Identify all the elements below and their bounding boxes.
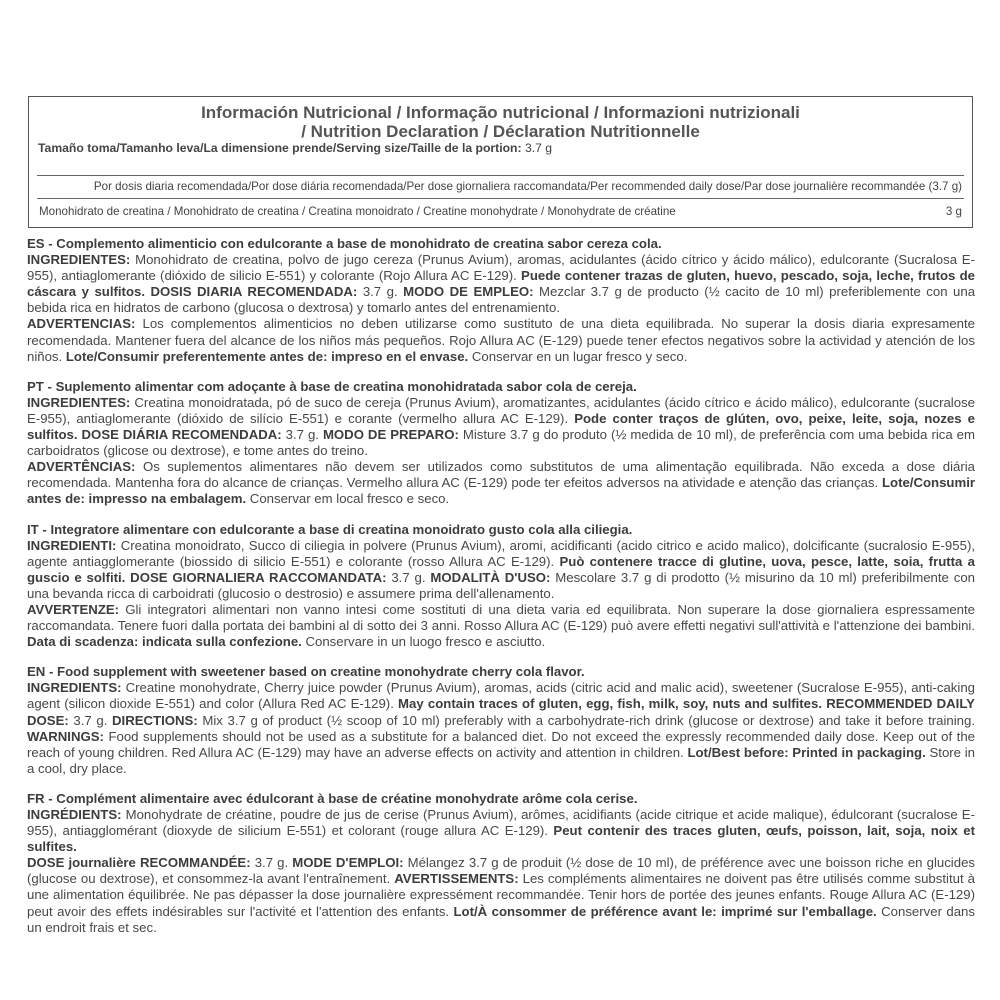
ingredients-label: INGREDIENTI: xyxy=(27,537,117,553)
section-title-text: FR - Complément alimentaire avec édulcorant à base de créatine monohydrate arôme cola cerise. xyxy=(27,790,638,806)
creatine-label: Monohidrato de creatina / Monohidrato de creatina / Creatina monoidrato / Creatine monohydrate / Monohydrate de créatine xyxy=(39,205,676,218)
label-sections xyxy=(27,236,975,936)
ingredients-text: Creatina monoidrato, Succo di ciliegia in polvere (Prunus Avium), aromi, acidificanti (acido citrico e acido malico), dolcificante (sucralosio E-955), agente antiagglomerante (biossido di silicio E-551) e colorante (rosso Allura AC E-129). xyxy=(27,537,975,569)
section-warnings xyxy=(27,316,975,364)
section-title-text: EN - Food supplement with sweetener based on creatine monohydrate cherry cola flavor. xyxy=(27,664,585,680)
warnings-label: WARNINGS: xyxy=(27,728,104,744)
warnings-label: AVERTISSEMENTS: xyxy=(394,871,519,887)
daily-dose-header: Por dosis diaria recomendada/Por dose diária recomendada/Per dose giornaliera raccomandata/Per recommended daily dose/Par dose journalière recommandée (3.7 g) xyxy=(37,175,964,199)
section-fr xyxy=(27,791,975,936)
section-body xyxy=(27,680,975,777)
serving-size-label: Tamaño toma/Tamanho leva/La dimensione prende/Serving size/Taille de la portion: xyxy=(38,141,522,155)
section-es xyxy=(27,236,975,365)
lot-label: Lot/À consommer de préférence avant le: imprimé sur l'emballage. xyxy=(453,903,877,919)
lot-label: Lot/Best before: Printed in packaging. xyxy=(687,744,926,760)
section-title-text: ES - Complemento alimenticio con edulcorante a base de monohidrato de creatina sabor cereza cola. xyxy=(27,236,662,251)
section-body xyxy=(27,538,975,602)
storage-text: Conservar en un lugar fresco y seco. xyxy=(468,348,688,364)
section-title xyxy=(27,664,975,680)
section-title-text: PT - Suplemento alimentar com adoçante à base de creatina monohidratada sabor cola de cereja. xyxy=(27,378,637,394)
storage-text: Conservare in un luogo fresco e asciutto. xyxy=(301,634,546,650)
storage-text: Store in a cool, dry place. xyxy=(27,744,975,776)
traces-text: May contain traces of gluten, egg, fish, milk, soy, nuts and sulfites. xyxy=(398,696,823,712)
storage-text: Conserver dans un endroit frais et sec. xyxy=(27,903,975,935)
creatine-row xyxy=(39,203,962,221)
lot-label: Lote/Consumir preferentemente antes de: impreso en el envase. xyxy=(65,348,469,364)
traces-text: Pode conter traços de glúten, ovo, peixe, leite, soja, nozes e sulfitos. xyxy=(27,410,975,443)
nutrition-table xyxy=(28,96,973,228)
section-title xyxy=(27,791,975,807)
traces-text: Può contenere tracce di glutine, uova, pesce, latte, soia, frutta a guscio e solfiti. xyxy=(27,553,975,585)
dose-text: 3.7 g. xyxy=(281,427,323,443)
section-it xyxy=(27,522,975,651)
section-title-text: IT - Integratore alimentare con edulcorante a base di creatina monoidrato gusto cola alla ciliegia. xyxy=(27,521,633,537)
nutrition-title-line-2: / Nutrition Declaration / Déclaration Nutritionnelle xyxy=(301,122,700,141)
nutrition-title xyxy=(29,103,972,141)
directions-text: Mezclar 3.7 g de producto (½ cacito de 10 ml) preferiblemente con una bebida rica en hidratos de carbono (glucosa o dextrosa) y tomarlo antes del entrenamiento. xyxy=(27,284,976,316)
ingredients-label: INGREDIENTS: xyxy=(27,680,122,696)
directions-label: MODE D'EMPLOI: xyxy=(292,855,404,871)
dose-label: DOSE journalière RECOMMANDÉE: xyxy=(27,855,251,871)
section-body xyxy=(27,807,975,936)
section-en xyxy=(27,664,975,777)
traces-text: Puede contener trazas de gluten, huevo, pescado, soja, leche, frutos de cáscara y sulfitos. xyxy=(27,268,975,300)
warnings-label: AVVERTENZE: xyxy=(27,601,120,617)
ingredients-text: Creatine monohydrate, Cherry juice powder (Prunus Avium), aromas, acids (citric acid and malic acid), sweetener (Sucralose E-955), anti-caking agent (silicon dioxide E-551) and color (Allura Red AC E-129). xyxy=(27,680,975,712)
directions-text: Mélangez 3.7 g de produit (½ dose de 10 ml), de préférence avec une boisson riche en glucides (glucose ou dextrose), et consommez-la avant l'entraînement. xyxy=(27,855,975,887)
warnings-text: Les compléments alimentaires ne doivent pas être utilisés comme substitut à une alimentation équilibrée. Ne pas dépasser la dose journalière expressément recommandée. Tenir hors de portée des jeunes enfants. Rouge Allura AC (E-129) peut avoir des effets indésirables sur l'activité et l'attention des enfants. xyxy=(27,871,975,919)
ingredients-text: Creatina monoidratada, pó de suco de cereja (Prunus Avium), aromatizantes, acidulantes (ácido cítrico e ácido málico), edulcorante (sucralose E-955), antiaglomerante (dióxido de silício E-551) e corante (vermelho allura AC E-129). xyxy=(27,394,975,426)
directions-label: MODO DE PREPARO: xyxy=(322,427,459,443)
dose-label: DOSIS DIARIA RECOMENDADA: xyxy=(145,284,358,300)
nutrition-title-line-1: Información Nutricional / Informação nutricional / Informazioni nutrizionali xyxy=(201,103,800,122)
warnings-text: Gli integratori alimentari non vanno intesi come sostituti di una dieta varia ed equilibrata. Non superare la dose giornaliera espressamente raccomandata. Tenere fuori dalla portata dei bambini al di sotto dei 3 anni. Rosso Allura AC (E-129) può avere effetti negativi sull'attività e l'attenzione dei bambini. xyxy=(27,601,975,634)
ingredients-label: INGRÉDIENTS: xyxy=(27,807,122,822)
dose-text: 3.7 g. xyxy=(357,284,404,300)
directions-label: DIRECTIONS: xyxy=(112,712,198,728)
section-title xyxy=(27,379,975,395)
section-warnings xyxy=(27,602,975,650)
warnings-text: Os suplementos alimentares não devem ser utilizados como substitutos de uma alimentação equilibrada. Não exceda a dose diária recomendada. Mantenha fora do alcance de crianças. Vermelho allura AC (E-129) pode ter efeitos adversos na atividade e atenção das crianças. xyxy=(27,459,975,491)
section-body xyxy=(27,252,975,316)
warnings-text: Los complementos alimenticios no deben utilizarse como sustituto de una dieta equilibrada. No superar la dosis diaria expresamente recomendada. Mantener fuera del alcance de los niños más pequeños. Rojo Allura AC (E-129) puede tener efectos negativos sobre la actividad y atención de los niños. xyxy=(27,316,975,364)
section-warnings xyxy=(27,459,975,507)
directions-text: Mix 3.7 g of product (½ scoop of 10 ml) preferably with a carbohydrate-rich drink (glucose or dextrose) and take it before training. xyxy=(197,712,975,728)
dose-text: 3.7 g. xyxy=(250,855,293,871)
directions-text: Misture 3.7 g do produto (½ medida de 10 ml), de preferência com uma bebida rica em carboidratos (glicose ou dextrose), e tome antes do treino. xyxy=(27,427,975,459)
lot-label: Data di scadenza: indicata sulla confezione. xyxy=(27,634,302,650)
dose-label: DOSE GIORNALIERA RACCOMANDATA: xyxy=(125,569,387,585)
dose-text: 3.7 g. xyxy=(68,712,112,728)
warnings-label: ADVERTÊNCIAS: xyxy=(27,459,136,475)
ingredients-label: INGREDIENTES: xyxy=(27,394,131,410)
dose-text: 3.7 g. xyxy=(386,569,431,585)
ingredients-text: Monohidrato de creatina, polvo de jugo cereza (Prunus Avium), aromas, acidulantes (ácido cítrico y ácido málico), edulcorante (Sucralosa E-955), antiaglomerante (dióxido de silicio E-551) y colorante (Rojo Allura AC E-129). xyxy=(27,252,975,284)
section-pt xyxy=(27,379,975,508)
serving-size xyxy=(38,141,552,155)
creatine-amount: 3 g xyxy=(945,205,962,218)
section-title xyxy=(27,522,975,538)
warnings-label: ADVERTENCIAS: xyxy=(27,316,136,332)
directions-label: MODALITÀ D'USO: xyxy=(430,569,551,585)
warnings-text: Food supplements should not be used as a substitute for a balanced diet. Do not exceed the expressly recommended daily dose. Keep out of the reach of young children. Red Allura AC (E-129) may have an adverse effects on activity and attention in children. xyxy=(27,728,975,760)
directions-text: Mescolare 3.7 g di prodotto (½ misurino da 10 ml) preferibilmente con una bevanda ricca di carboidrati (glucosio o destrosio) e assumere prima dell'allenamento. xyxy=(27,569,975,601)
dose-label: RECOMMENDED DAILY DOSE: xyxy=(27,696,975,728)
section-title xyxy=(27,236,975,252)
ingredients-label: INGREDIENTES: xyxy=(27,252,131,268)
lot-label: Lote/Consumir antes de: impresso na embalagem. xyxy=(27,475,975,507)
ingredients-text: Monohydrate de créatine, poudre de jus de cerise (Prunus Avium), arômes, acidifiants (acide citrique et acide malique), édulcorant (sucralose E-955), antiagglomérant (dioxyde de silicium E-551) et colorant (rouge allura AC E-129). xyxy=(27,807,975,839)
serving-size-value: 3.7 g xyxy=(524,141,553,155)
dose-label: DOSE DIÁRIA RECOMENDADA: xyxy=(77,427,282,443)
traces-text: Peut contenir des traces gluten, œufs, poisson, lait, soja, noix et sulfites. xyxy=(27,823,975,855)
directions-label: MODO DE EMPLEO: xyxy=(403,284,534,300)
section-body xyxy=(27,395,975,459)
storage-text: Conservar em local fresco e seco. xyxy=(246,491,450,507)
